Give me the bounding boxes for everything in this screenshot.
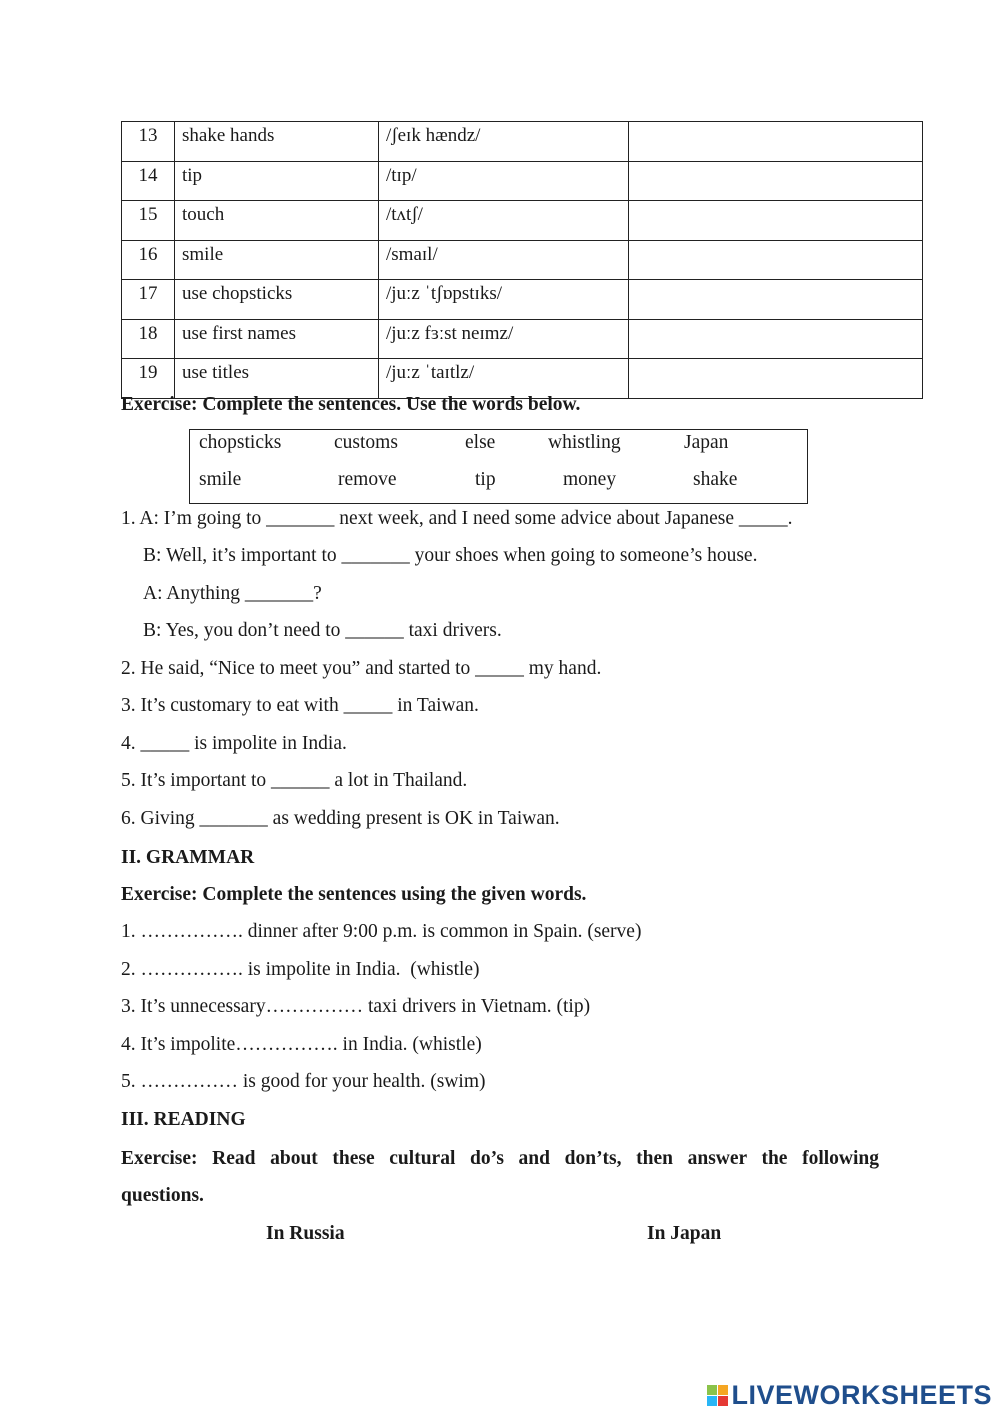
cell-meaning[interactable] [629, 201, 923, 241]
cell-word: touch [175, 201, 379, 241]
reading-instruction: Exercise: Read about these cultural do’s and don’ts, then answer the following [121, 1148, 879, 1169]
cell-number: 15 [122, 201, 175, 241]
vocab-table [121, 121, 923, 399]
cell-meaning[interactable] [629, 161, 923, 201]
table-row [122, 240, 923, 280]
logo-square [718, 1385, 728, 1395]
column-heading-russia: In Russia [266, 1223, 345, 1244]
logo-square [718, 1396, 728, 1406]
cell-ipa: /smaɪl/ [379, 240, 629, 280]
word-bank [189, 429, 808, 504]
table-row [122, 319, 923, 359]
exercise-line: B: Well, it’s important to _______ your shoes when going to someone’s house. [143, 545, 758, 566]
cell-word: use first names [175, 319, 379, 359]
exercise-line: 1. A: I’m going to _______ next week, and I need some advice about Japanese _____. [121, 508, 793, 529]
word-bank-item: smile [199, 469, 242, 490]
cell-ipa: /juːz ˈtaɪtlz/ [379, 359, 629, 399]
cell-number: 18 [122, 319, 175, 359]
cell-word: tip [175, 161, 379, 201]
word-bank-item: Japan [684, 432, 729, 453]
exercise-line: 5. It’s important to ______ a lot in Thailand. [121, 770, 468, 791]
word-bank-item: chopsticks [199, 432, 282, 453]
exercise-line: 4. _____ is impolite in India. [121, 733, 347, 754]
grammar-line: 2. ……………. is impolite in India. (whistle) [121, 959, 480, 980]
table-row [122, 161, 923, 201]
cell-ipa: /ʃeɪk hændz/ [379, 122, 629, 162]
exercise-line: 6. Giving _______ as wedding present is OK in Taiwan. [121, 808, 560, 829]
word-bank-item: remove [338, 469, 397, 490]
exercise-line: B: Yes, you don’t need to ______ taxi drivers. [143, 620, 502, 641]
cell-ipa: /tʌtʃ/ [379, 201, 629, 241]
exercise-line: 3. It’s customary to eat with _____ in Taiwan. [121, 695, 479, 716]
grammar-line: 5. …………… is good for your health. (swim) [121, 1071, 486, 1092]
grammar-line: 1. ……………. dinner after 9:00 p.m. is common in Spain. (serve) [121, 921, 642, 942]
cell-meaning[interactable] [629, 359, 923, 399]
logo-mark-icon [707, 1385, 728, 1406]
cell-ipa: /tɪp/ [379, 161, 629, 201]
cell-word: shake hands [175, 122, 379, 162]
word-bank-item: tip [475, 469, 496, 490]
table-row [122, 122, 923, 162]
cell-meaning[interactable] [629, 122, 923, 162]
vocab-exercise-instruction: Exercise: Complete the sentences. Use the words below. [121, 394, 581, 415]
logo-square [707, 1396, 717, 1406]
cell-meaning[interactable] [629, 319, 923, 359]
cell-word: use chopsticks [175, 280, 379, 320]
grammar-heading: II. GRAMMAR [121, 847, 255, 868]
cell-ipa: /juːz fɜːst neɪmz/ [379, 319, 629, 359]
cell-ipa: /juːz ˈtʃɒpstɪks/ [379, 280, 629, 320]
word-bank-item: whistling [548, 432, 621, 453]
exercise-line: A: Anything _______? [143, 583, 322, 604]
table-row [122, 280, 923, 320]
word-bank-item: customs [334, 432, 398, 453]
cell-meaning[interactable] [629, 280, 923, 320]
exercise-line: 2. He said, “Nice to meet you” and started to _____ my hand. [121, 658, 602, 679]
grammar-line: 3. It’s unnecessary…………… taxi drivers in Vietnam. (tip) [121, 996, 591, 1017]
table-row [122, 201, 923, 241]
cell-number: 14 [122, 161, 175, 201]
word-bank-item: money [563, 469, 617, 490]
logo-square [707, 1385, 717, 1395]
cell-word: use titles [175, 359, 379, 399]
liveworksheets-logo [707, 1380, 992, 1411]
cell-number: 13 [122, 122, 175, 162]
reading-heading: III. READING [121, 1109, 246, 1130]
cell-number: 16 [122, 240, 175, 280]
cell-meaning[interactable] [629, 240, 923, 280]
word-bank-item: else [465, 432, 496, 453]
grammar-instruction: Exercise: Complete the sentences using the given words. [121, 884, 587, 905]
reading-instruction-cont: questions. [121, 1185, 204, 1206]
word-bank-item: shake [693, 469, 738, 490]
column-heading-japan: In Japan [647, 1223, 722, 1244]
cell-number: 17 [122, 280, 175, 320]
cell-word: smile [175, 240, 379, 280]
logo-text: LIVEWORKSHEETS [731, 1380, 992, 1410]
grammar-line: 4. It’s impolite……………. in India. (whistle) [121, 1034, 482, 1055]
cell-number: 19 [122, 359, 175, 399]
